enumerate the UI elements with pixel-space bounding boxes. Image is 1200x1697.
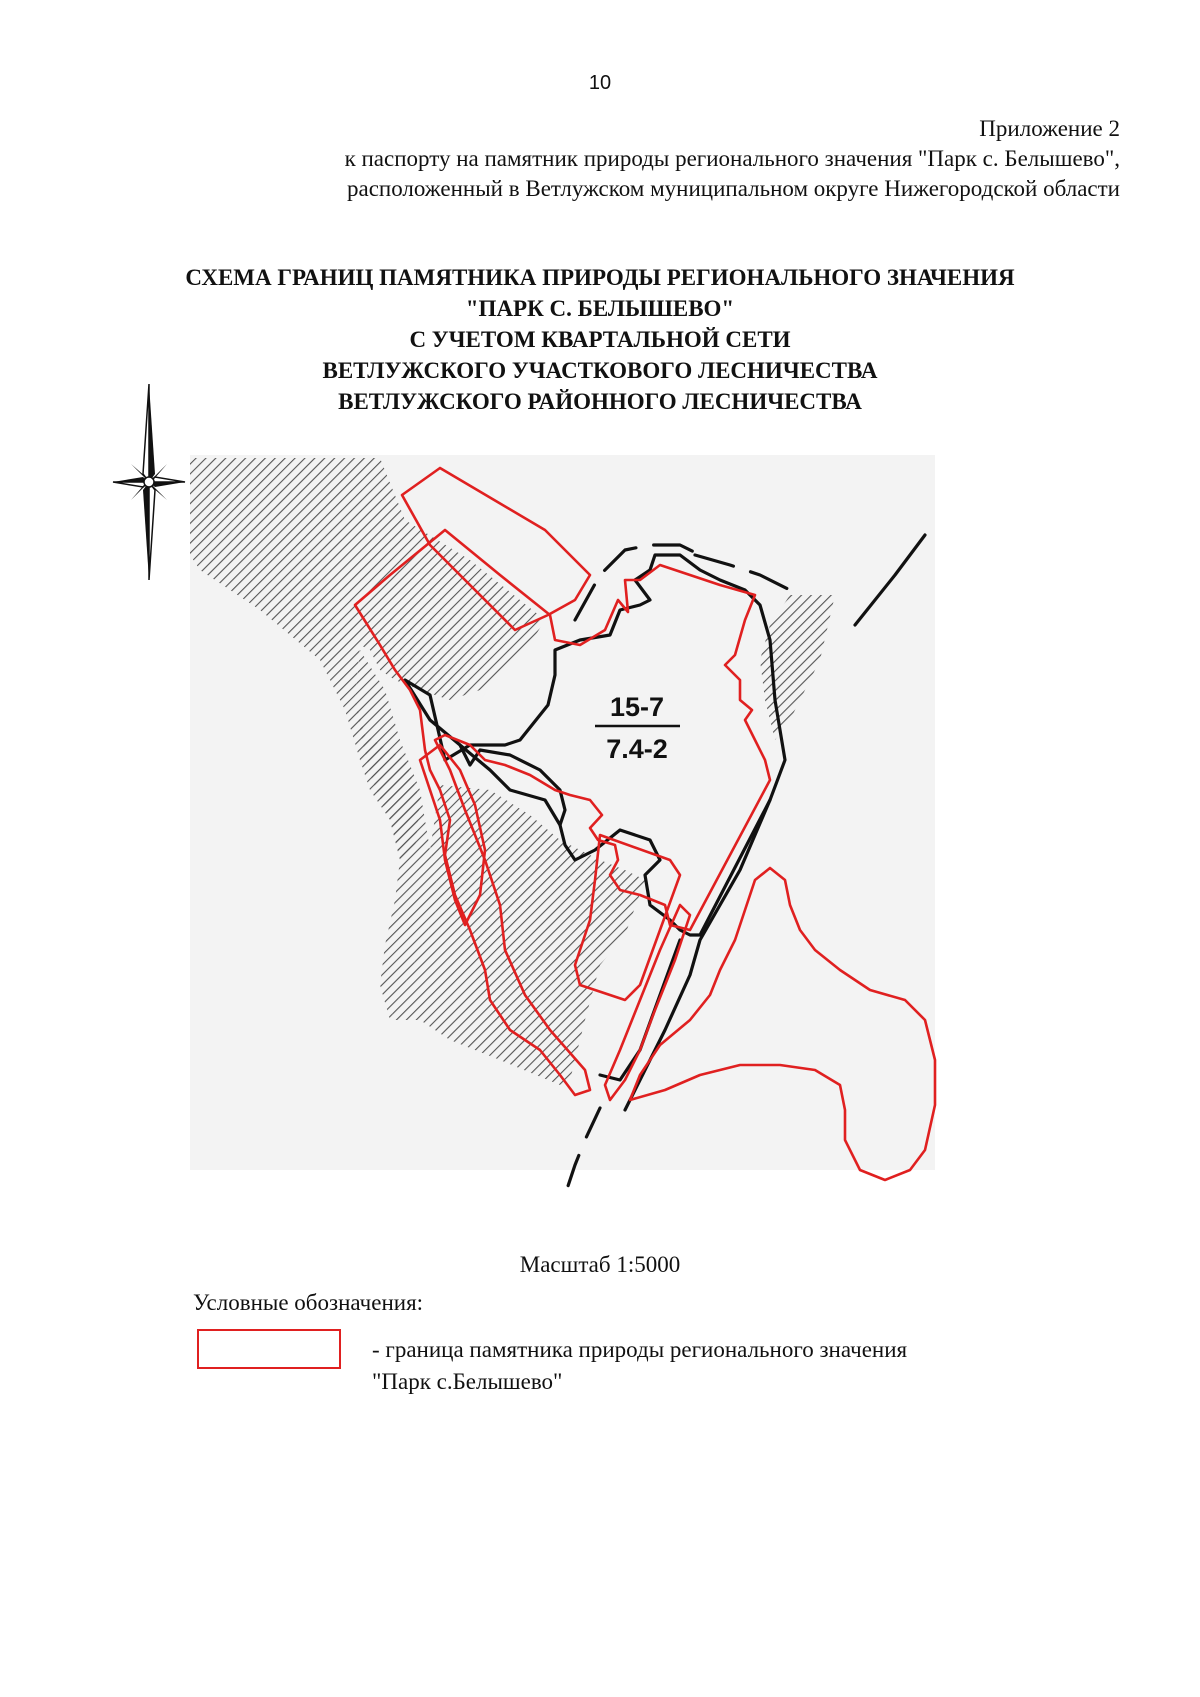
page-number: 10: [588, 72, 612, 94]
legend-boundary-swatch: [197, 1329, 341, 1369]
appendix-header: [220, 114, 1120, 204]
appendix-line-2: к паспорту на памятник природы регионального значения "Парк с. Белышево",: [344, 146, 1120, 171]
title-line-4: ВЕТЛУЖСКОГО УЧАСТКОВОГО ЛЕСНИЧЕСТВА: [322, 358, 878, 383]
title-line-2: "ПАРК С. БЕЛЫШЕВО": [465, 296, 735, 321]
plot-number-label: 7.4-2: [606, 734, 668, 764]
map-svg: [105, 380, 965, 1210]
map-scale: Масштаб 1:5000: [519, 1252, 681, 1277]
title-line-5: ВЕТЛУЖСКОГО РАЙОННОГО ЛЕСНИЧЕСТВА: [338, 389, 862, 414]
boundary-map: [105, 380, 965, 1210]
legend-item-line-1: - граница памятника природы регионального значения: [372, 1337, 908, 1362]
legend-item-line-2: "Парк с.Белышево": [372, 1369, 563, 1394]
legend-item-text: [372, 1334, 907, 1398]
title-line-1: СХЕМА ГРАНИЦ ПАМЯТНИКА ПРИРОДЫ РЕГИОНАЛЬНОГО ЗНАЧЕНИЯ: [185, 265, 1015, 290]
appendix-line-3: расположенный в Ветлужском муниципальном округе Нижегородской области: [346, 176, 1120, 201]
appendix-line-1: Приложение 2: [979, 116, 1120, 141]
compass-rose-icon: [113, 384, 185, 580]
legend-title: Условные обозначения:: [193, 1290, 424, 1315]
title-line-3: С УЧЕТОМ КВАРТАЛЬНОЙ СЕТИ: [409, 327, 791, 352]
quarter-number-label: 15-7: [609, 692, 665, 722]
